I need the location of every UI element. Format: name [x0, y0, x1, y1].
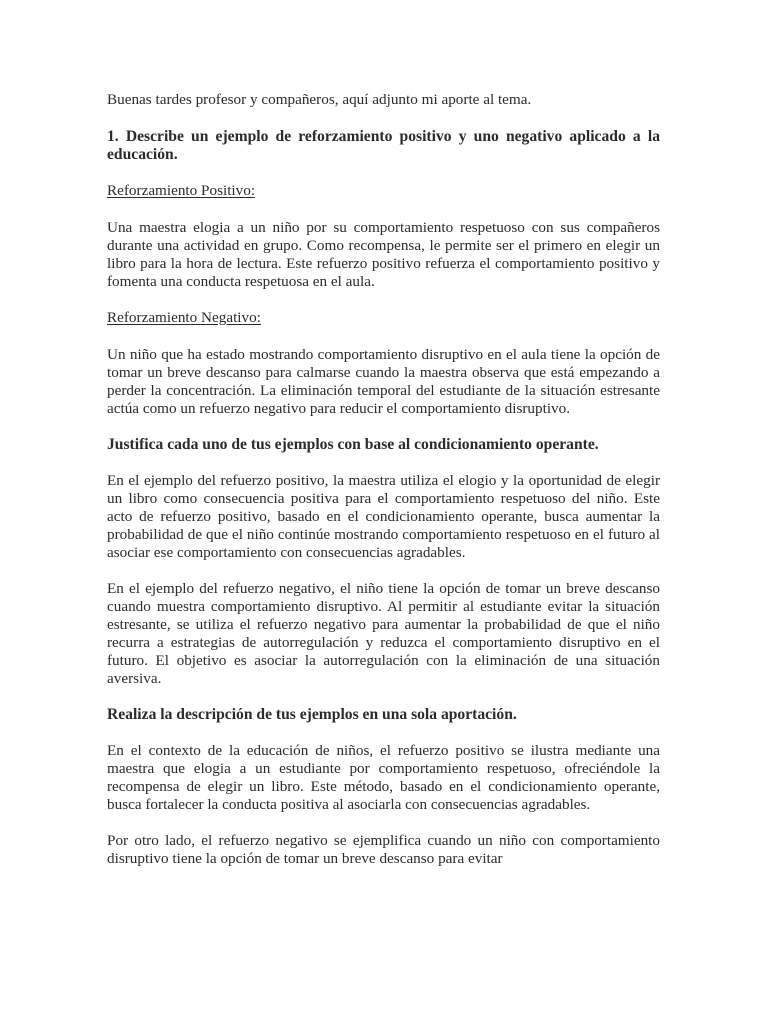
heading-question-3: Realiza la descripción de tus ejemplos en una sola aportación. — [107, 706, 517, 723]
subheading-negative: Reforzamiento Negativo: — [107, 309, 261, 326]
subheading-positive: Reforzamiento Positivo: — [107, 182, 256, 199]
paragraph-summary-1: En el contexto de la educación de niños, el refuerzo positivo se ilustra mediante una maestra que elogia a un estudiante por comportamiento respetuoso, ofreciéndole la recompensa de elegir un libro. Este método, basado en el condicionamiento operante, busca fortalecer la conducta positiva al asociarla con consecuencias agradables. — [107, 742, 660, 813]
paragraph-justify-positive: En el ejemplo del refuerzo positivo, la maestra utiliza el elogio y la oportunidad de elegir un libro como consecuencia positiva para el comportamiento respetuoso del niño. Este acto de refuerzo positivo, basado en el condicionamiento operante, busca aumentar la probabilidad de que el niño continúe mostrando comportamiento respetuoso en el futuro al asociar ese comportamiento con consecuencias agradables. — [107, 472, 660, 561]
document-page — [107, 91, 660, 868]
paragraph-summary-2: Por otro lado, el refuerzo negativo se ejemplifica cuando un niño con comportamiento disruptivo tiene la opción de tomar un breve descanso para evitar — [107, 832, 660, 867]
heading-question-2: Justifica cada uno de tus ejemplos con base al condicionamiento operante. — [107, 436, 599, 453]
paragraph-justify-negative: En el ejemplo del refuerzo negativo, el niño tiene la opción de tomar un breve descanso cuando muestra comportamiento disruptivo. Al permitir al estudiante evitar la situación estresante, se utiliza el refuerzo negativo para aumentar la probabilidad de que el niño recurra a estrategias de autorregulación y reduzca el comportamiento disruptivo en el futuro. El objetivo es asociar la autorregulación con la eliminación de una situación aversiva. — [107, 580, 660, 687]
heading-question-1: 1. Describe un ejemplo de reforzamiento positivo y uno negativo aplicado a la educación. — [107, 128, 660, 163]
paragraph-positive-example: Una maestra elogia a un niño por su comportamiento respetuoso con sus compañeros durante una actividad en grupo. Como recompensa, le permite ser el primero en elegir un libro para la hora de lectura. Este refuerzo positivo refuerza el comportamiento positivo y fomenta una conducta respetuosa en el aula. — [107, 219, 660, 290]
paragraph-negative-example: Un niño que ha estado mostrando comportamiento disruptivo en el aula tiene la opción de tomar un breve descanso para calmarse cuando la maestra observa que está empezando a perder la concentración. La eliminación temporal del estudiante de la situación estresante actúa como un refuerzo negativo para reducir el comportamiento disruptivo. — [107, 346, 660, 417]
intro-text: Buenas tardes profesor y compañeros, aquí adjunto mi aporte al tema. — [107, 91, 532, 108]
